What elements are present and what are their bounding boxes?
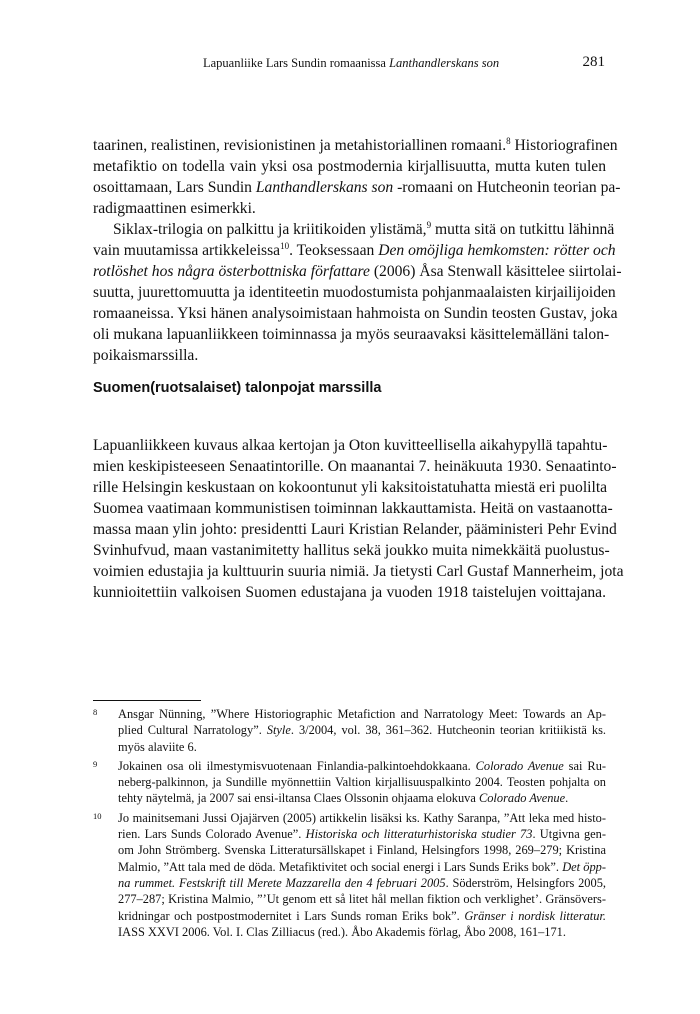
paragraph-2 — [93, 219, 622, 366]
paragraph-3 — [93, 435, 624, 603]
footnote-8: 8 Ansgar Nünning, ”Where Historiographic Metafiction and Narratology Meet: Towards an Ap- plied Cultural Narratology”. Style. 3/2004, vol. 38, 361–362. Hutcheonin teorian kritiikistä ks. myös alaviite 6. — [93, 706, 606, 755]
footnote-number: 9 — [93, 758, 98, 769]
footnotes — [93, 706, 606, 943]
p3-line-6: Svinhufvud, maan vastanimitetty hallitus sekä joukko muita nimekkäitä puolustus- — [93, 541, 610, 559]
p2-line-6: oli mukana lapuanliikkeen toiminnassa ja myös seuraavaksi käsittelemälläni talon- — [93, 326, 610, 343]
p2-line-1: Siklax-trilogia on palkittu ja kriitikoiden ylistämä,$^9$ mutta sitä on tutkittu lähinnä — [113, 220, 615, 238]
page-header — [93, 54, 605, 74]
page-number: 281 — [582, 54, 605, 70]
p2-line-7: poikaismarssilla. — [93, 347, 199, 364]
p1-line-2: metafiktio on todella vain yksi osa postmodernia kirjallisuutta, mutta kuten tulen — [93, 158, 606, 175]
paragraph-1 — [93, 135, 621, 219]
p2-line-4: suutta, juurettomuutta ja identiteetin muodostumista pohjanmaalaisten kirjailijoiden — [93, 284, 616, 301]
running-title: Lapuanliike Lars Sundin romaanissa Lanthandlerskans son — [203, 56, 500, 70]
p3-line-5: massa maan ylin johto: presidentti Lauri Kristian Relander, pääministeri Pehr Evind — [93, 520, 617, 538]
p1-line-1: taarinen, realistinen, revisionistinen ja metahistoriallinen romaani.$^8$ Historiografinen — [93, 136, 618, 154]
body-text-top — [93, 135, 622, 366]
footnote-9: 9 Jokainen osa oli ilmestymisvuotenaan Finlandia-palkintoehdokkaana. Colorado Avenue sai Ru- neberg-palkinnon, ja Sundille myönnettiin Valtion kirjallisuuspalkinto 2004. Teosten pohjalta on tehty näytelmä, ja 2007 sai ensi-iltansa Claes Olssonin ohjaama elokuva Colorado Avenue. — [93, 758, 606, 807]
p3-line-7: voimien edustajia ja kulttuurin suuria nimiä. Ja tietysti Carl Gustaf Mannerheim, jota — [93, 562, 624, 580]
footnote-ref-10[interactable]: 10 — [280, 241, 290, 251]
p1-line-3: osoittamaan, Lars Sundin Lanthandlerskans son -romaani on Hutcheonin teorian pa- — [93, 179, 621, 196]
p2-line-2: vain muutamissa artikkeleissa$^{10}$. Teoksessaan Den omöjliga hemkomsten: rötter och — [93, 241, 616, 259]
p2-line-5: romaaneissa. Yksi hänen analysoimistaan hahmoista on Sundin teosten Gustav, joka — [93, 305, 618, 322]
section-heading: Suomen(ruotsalaiset) talonpojat marssilla — [93, 380, 382, 396]
body-text-section — [93, 419, 624, 618]
footnote-10: 10 Jo mainitsemani Jussi Ojajärven (2005) artikkelin lisäksi ks. Kathy Saranpa, ”Att leka med histo- rien. Lars Sunds Colorado Avenue”. Historiska och litteraturhistoriska studier 73. Utgivna gen- om John Strömberg. Svenska Litteratursällskapet i Finland, Helsingfors 1998, 269–279; Kristina Malmio, ”Att tala med de döda. Metafiktivitet och social energi i Lars Sunds Eriks bok”. Det öpp- na rummet. Festskrift till Merete Mazzarella den 4 februari 2005. Söderström, Helsingfors 2005, 277–287; Kristina Malmio, ”’Ut genom ett så litet hål mellan fiktion och verklighet’. Gränsövers- kridningar och postpostmodernitet i Lars Sunds roman Eriks bok”. Gränser i nordisk litteratur. IASS XXVI 2006. Vol. I. Clas Zilliacus (red.). Åbo Akademis förlag, Åbo 2008, 161–171. — [93, 810, 606, 940]
p3-line-4: Suomea vaatimaan kommunistisen toiminnan lakkauttamista. Heitä on vastaanotta- — [93, 499, 613, 517]
footnote-number: 10 — [93, 810, 102, 821]
footnote-separator — [93, 700, 201, 701]
footnote-ref-9[interactable]: 9 — [426, 220, 432, 230]
p2-line-3: rotlöshet hos några österbottniska författare (2006) Åsa Stenwall käsittelee siirtolai- — [93, 263, 622, 280]
running-title-italic: Lanthandlerskans son — [389, 56, 500, 70]
p3-line-8: kunnioitettiin valkoisen Suomen edustajana ja vuoden 1918 taistelujen voittajana. — [93, 583, 606, 601]
p3-line-3: rille Helsingin keskustaan on kokoontunut yli kaksitoistatuhatta miestä eri puolilta — [93, 478, 608, 496]
p1-line-4: radigmaattinen esimerkki. — [93, 200, 256, 217]
p3-line-2: mien keskipisteeseen Senaatintorille. On maanantai 7. heinäkuuta 1930. Senaatinto- — [93, 457, 617, 475]
p3-line-1: Lapuanliikkeen kuvaus alkaa kertojan ja Oton kuvitteellisella aikahypyllä tapahtu- — [93, 436, 608, 454]
footnote-number: 8 — [93, 707, 98, 717]
footnote-ref-8[interactable]: 8 — [506, 136, 511, 146]
